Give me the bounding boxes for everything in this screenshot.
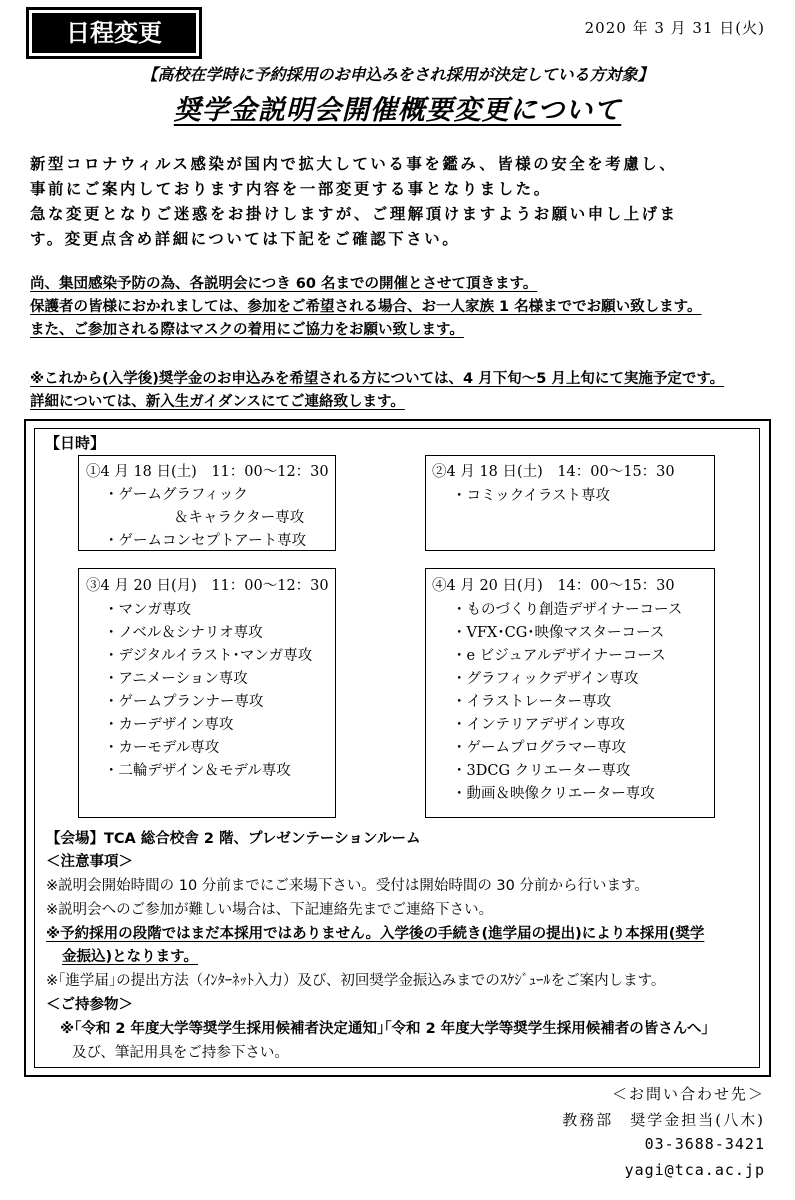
- page-title: 奨学金説明会開催概要変更について: [173, 95, 622, 126]
- notice-guidance: 詳細については、新入生ガイダンスにてご連絡致します。: [30, 394, 405, 410]
- session-4-item: ・グラフィックデザイン専攻: [452, 671, 639, 687]
- caution-line-emphasis: 金振込)となります。: [62, 949, 198, 965]
- cautions-heading: ＜注意事項＞: [46, 854, 133, 870]
- session-1-item: ・ゲームコンセプトアート専攻: [104, 533, 307, 549]
- session-4-item: ・インテリアデザイン専攻: [452, 717, 625, 733]
- session-4-item: ・ものづくり創造デザイナーコース: [452, 602, 683, 618]
- session-4-item: ・イラストレーター専攻: [452, 694, 612, 710]
- caution-line: ※｢進学届｣の提出方法（ｲﾝﾀｰﾈｯﾄ入力）及び、初回奨学金振込みまでのｽｹｼﾞｭｰﾙをご案内します。: [46, 973, 666, 989]
- session-3-item: ・二輪デザイン＆モデル専攻: [104, 763, 291, 779]
- session-3-item: ・カーモデル専攻: [104, 740, 220, 756]
- session-3-item: ・ノベル＆シナリオ専攻: [104, 625, 263, 641]
- session-4-item: ・e ビジュアルデザイナーコース: [452, 648, 666, 664]
- session-3-item: ・デジタルイラスト･マンガ専攻: [104, 648, 313, 664]
- contact-department: 教務部 奨学金担当(八木): [562, 1111, 765, 1129]
- session-3-item: ・マンガ専攻: [104, 602, 191, 618]
- contact-heading: ＜お問い合わせ先＞: [611, 1085, 765, 1103]
- notice-new-applicants: ※これから(入学後)奨学金のお申込みを希望される方については、4 月下旬～5 月上旬にて実施予定です。: [30, 371, 725, 387]
- session-title-3: ③4 月 20 日(月) 11：00～12：30: [86, 578, 329, 594]
- session-3-item: ・ゲームプランナー専攻: [104, 694, 264, 710]
- intro-paragraph: 新型コロナウィルス感染が国内で拡大している事を鑑み、皆様の安全を考慮し、 事前にご案内しております内容を一部変更する事となりました。 急な変更となりご迷惑をお掛けしますが、ご理解頂けますようお願い申し上げま す。変更点含め詳細については下記をご確認下さい。: [30, 155, 678, 248]
- bring-line: ※｢令和 2 年度大学等奨学生採用候補者決定通知｣｢令和 2 年度大学等奨学生採用候補者の皆さんへ｣: [60, 1021, 709, 1037]
- session-4-item: ・ゲームプログラマー専攻: [452, 740, 626, 756]
- notice-guardians: 保護者の皆様におかれましては、参加をご希望される場合、お一人家族 1 名様まででお願い致します。: [30, 299, 702, 315]
- contact-email[interactable]: yagi@tca.ac.jp: [624, 1161, 765, 1179]
- session-4-item: ・3DCG クリエーター専攻: [452, 763, 631, 779]
- session-3-item: ・カーデザイン専攻: [104, 717, 234, 733]
- session-2-item: ・コミックイラスト専攻: [452, 488, 611, 504]
- caution-line: ※説明会開始時間の 10 分前までにご来場下さい。受付は開始時間の 30 分前から行います。: [46, 878, 649, 894]
- session-4-item: ・VFX･CG･映像マスターコース: [452, 625, 665, 641]
- target-audience: 【高校在学時に予約採用のお申込みをされ採用が決定している方対象】: [141, 65, 654, 84]
- session-4-item: ・動画＆映像クリエーター専攻: [452, 786, 655, 802]
- bring-heading: ＜ご持参物＞: [46, 997, 133, 1013]
- session-title-4: ④4 月 20 日(月) 14：00～15：30: [432, 578, 675, 594]
- session-title-2: ②4 月 18 日(土) 14：00～15：30: [432, 464, 675, 480]
- issue-date: 2020 年 3 月 31 日(火): [584, 19, 765, 37]
- bring-line: 及び、筆記用具をご持参下さい。: [72, 1045, 289, 1061]
- notice-mask: また、ご参加される際はマスクの着用にご協力をお願い致します。: [30, 322, 464, 338]
- contact-phone: 03-3688-3421: [644, 1135, 765, 1153]
- caution-line-emphasis: ※予約採用の段階ではまだ本採用ではありません。入学後の手続き(進学届の提出)により本採用(奨学: [46, 926, 705, 942]
- session-title-1: ①4 月 18 日(土) 11：00～12：30: [86, 464, 329, 480]
- schedule-change-tag: 日程変更: [32, 13, 196, 53]
- venue: 【会場】TCA 総合校舎 2 階、プレゼンテーションルーム: [46, 831, 421, 847]
- session-1-item: ・ゲームグラフィック: [104, 487, 248, 503]
- schedule-heading: 【日時】: [45, 434, 106, 452]
- notice-capacity: 尚、集団感染予防の為、各説明会につき 60 名までの開催とさせて頂きます。: [30, 276, 538, 292]
- caution-line: ※説明会へのご参加が難しい場合は、下記連絡先までご連絡下さい。: [46, 902, 494, 918]
- session-1-item: ＆キャラクター専攻: [174, 510, 305, 526]
- session-3-item: ・アニメーション専攻: [104, 671, 248, 687]
